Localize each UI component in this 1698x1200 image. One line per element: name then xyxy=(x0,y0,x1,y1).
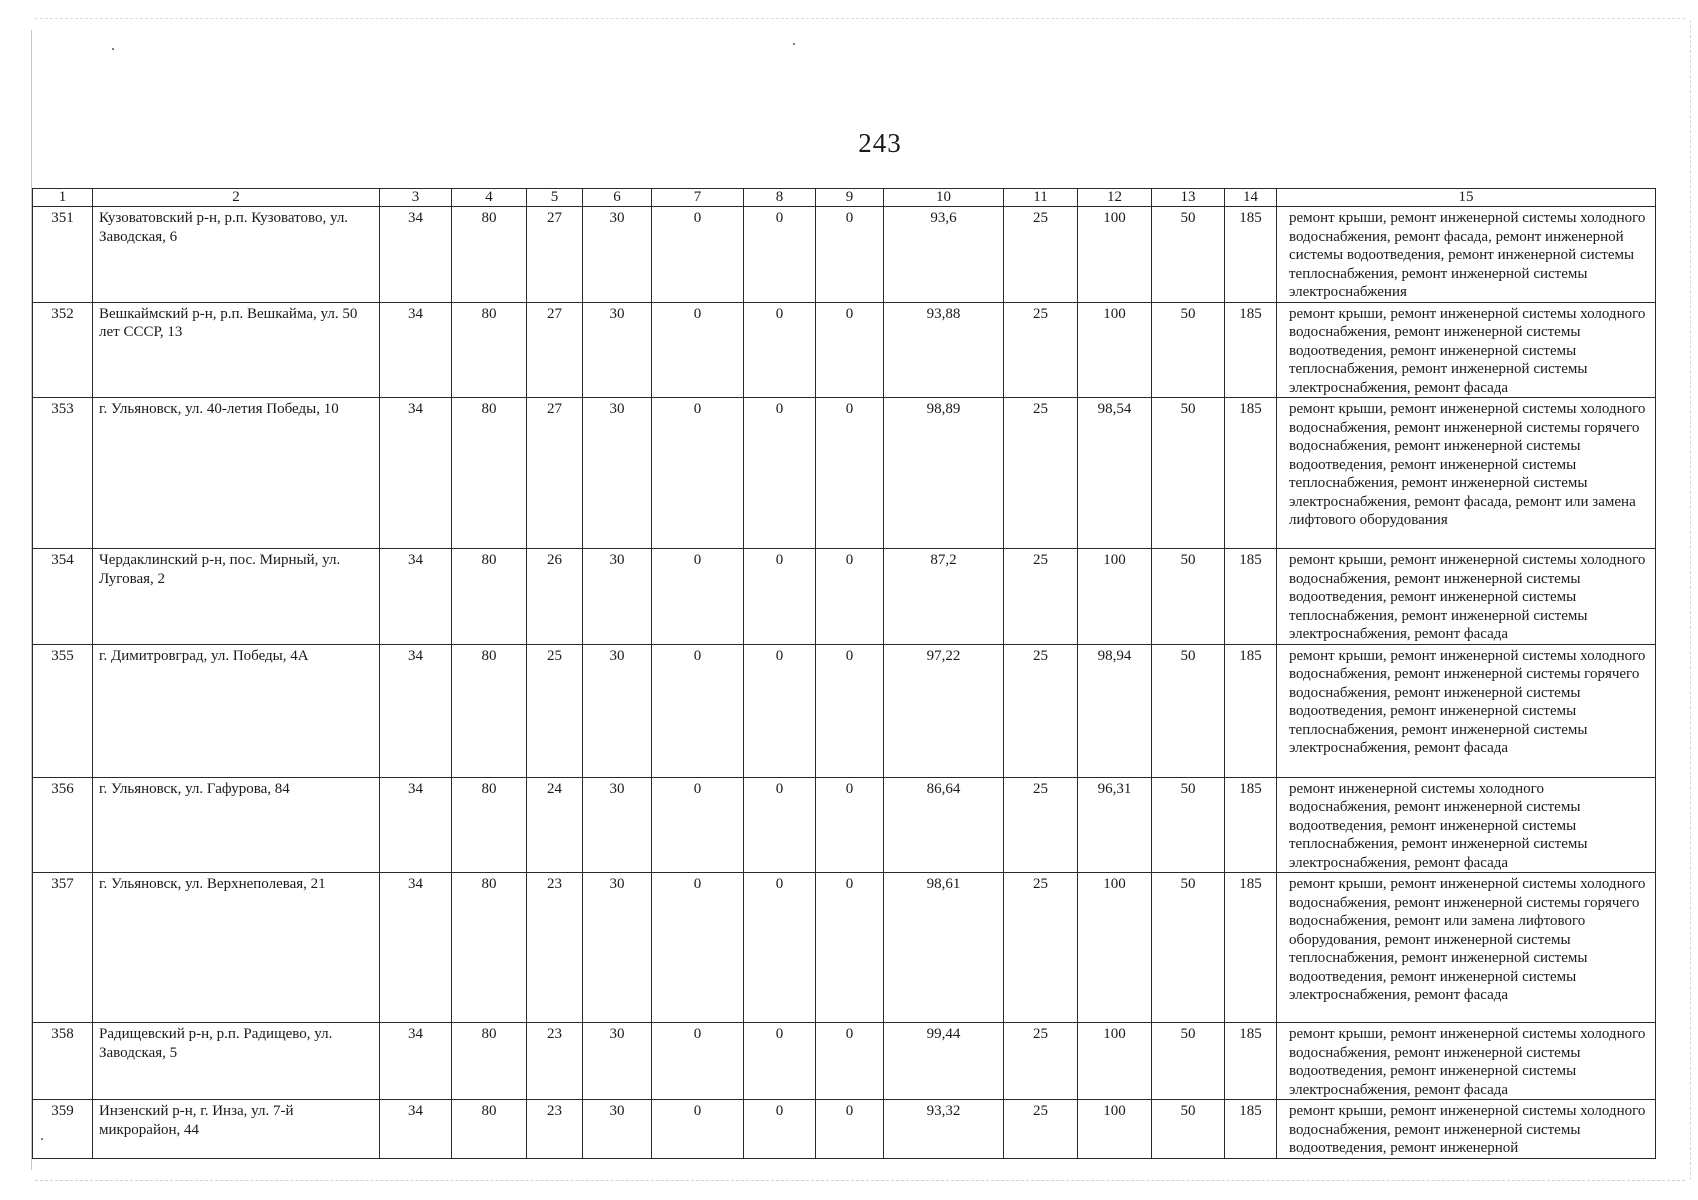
value-cell: 34 xyxy=(380,398,452,549)
value-cell: 30 xyxy=(583,549,652,645)
value-cell: 0 xyxy=(652,644,744,777)
value-cell: 80 xyxy=(452,1100,527,1159)
value-cell: 27 xyxy=(527,302,583,398)
table-row xyxy=(33,777,1656,873)
address-cell: Радищевский р-н, р.п. Радищево, ул. Заводская, 5 xyxy=(93,1023,380,1100)
works-cell: ремонт крыши, ремонт инженерной системы холодного водоснабжения, ремонт инженерной системы горячего водоснабжения, ремонт или замена лифтового оборудования, ремонт инженерной системы теплоснабжения, ремонт инженерной системы водоотведения, ремонт инженерной системы электроснабжения, ремонт фасада xyxy=(1277,873,1656,1023)
value-cell: 0 xyxy=(652,777,744,873)
value-cell: 185 xyxy=(1225,1100,1277,1159)
value-cell: 97,22 xyxy=(884,644,1004,777)
column-header: 7 xyxy=(652,189,744,207)
works-cell: ремонт крыши, ремонт инженерной системы холодного водоснабжения, ремонт инженерной системы водоотведения, ремонт инженерной системы теплоснабжения, ремонт инженерной системы электроснабжения, ремонт фасада xyxy=(1277,549,1656,645)
value-cell: 27 xyxy=(527,207,583,303)
value-cell: 0 xyxy=(652,302,744,398)
value-cell: 80 xyxy=(452,1023,527,1100)
scan-speck xyxy=(112,48,114,50)
value-cell: 0 xyxy=(816,207,884,303)
value-cell: 34 xyxy=(380,207,452,303)
row-number-cell: 352 xyxy=(33,302,93,398)
value-cell: 80 xyxy=(452,644,527,777)
value-cell: 50 xyxy=(1152,207,1225,303)
column-header: 8 xyxy=(744,189,816,207)
value-cell: 0 xyxy=(652,873,744,1023)
value-cell: 0 xyxy=(816,549,884,645)
value-cell: 93,88 xyxy=(884,302,1004,398)
value-cell: 50 xyxy=(1152,1023,1225,1100)
value-cell: 50 xyxy=(1152,873,1225,1023)
row-number-cell: 357 xyxy=(33,873,93,1023)
value-cell: 25 xyxy=(1004,207,1078,303)
value-cell: 100 xyxy=(1078,1100,1152,1159)
scan-speck xyxy=(793,43,795,45)
value-cell: 98,89 xyxy=(884,398,1004,549)
address-cell: Вешкаймский р-н, р.п. Вешкайма, ул. 50 лет СССР, 13 xyxy=(93,302,380,398)
address-cell: г. Ульяновск, ул. Верхнеполевая, 21 xyxy=(93,873,380,1023)
value-cell: 23 xyxy=(527,1100,583,1159)
value-cell: 34 xyxy=(380,549,452,645)
repair-register-table xyxy=(32,188,1656,1159)
works-cell: ремонт инженерной системы холодного водоснабжения, ремонт инженерной системы водоотведения, ремонт инженерной системы теплоснабжения, ремонт инженерной системы электроснабжения, ремонт фасада xyxy=(1277,777,1656,873)
value-cell: 0 xyxy=(816,873,884,1023)
works-cell: ремонт крыши, ремонт инженерной системы холодного водоснабжения, ремонт инженерной системы горячего водоснабжения, ремонт инженерной системы водоотведения, ремонт инженерной системы теплоснабжения, ремонт инженерной системы электроснабжения, ремонт фасада, ремонт или замена лифтового оборудования xyxy=(1277,398,1656,549)
value-cell: 30 xyxy=(583,1023,652,1100)
value-cell: 100 xyxy=(1078,207,1152,303)
column-header: 2 xyxy=(93,189,380,207)
column-header: 11 xyxy=(1004,189,1078,207)
value-cell: 25 xyxy=(1004,1023,1078,1100)
address-cell: Инзенский р-н, г. Инза, ул. 7-й микрорайон, 44 xyxy=(93,1100,380,1159)
value-cell: 0 xyxy=(652,207,744,303)
value-cell: 25 xyxy=(1004,1100,1078,1159)
row-number-cell: 351 xyxy=(33,207,93,303)
value-cell: 0 xyxy=(744,873,816,1023)
value-cell: 50 xyxy=(1152,644,1225,777)
column-header: 12 xyxy=(1078,189,1152,207)
value-cell: 86,64 xyxy=(884,777,1004,873)
value-cell: 0 xyxy=(744,549,816,645)
value-cell: 0 xyxy=(816,777,884,873)
value-cell: 25 xyxy=(1004,549,1078,645)
column-header: 1 xyxy=(33,189,93,207)
value-cell: 0 xyxy=(744,398,816,549)
column-header: 15 xyxy=(1277,189,1656,207)
value-cell: 185 xyxy=(1225,873,1277,1023)
value-cell: 30 xyxy=(583,777,652,873)
value-cell: 30 xyxy=(583,398,652,549)
value-cell: 50 xyxy=(1152,777,1225,873)
table-row xyxy=(33,644,1656,777)
value-cell: 100 xyxy=(1078,302,1152,398)
value-cell: 25 xyxy=(1004,873,1078,1023)
value-cell: 25 xyxy=(1004,398,1078,549)
value-cell: 30 xyxy=(583,207,652,303)
value-cell: 80 xyxy=(452,873,527,1023)
column-header: 9 xyxy=(816,189,884,207)
value-cell: 93,6 xyxy=(884,207,1004,303)
value-cell: 0 xyxy=(652,549,744,645)
value-cell: 50 xyxy=(1152,302,1225,398)
value-cell: 34 xyxy=(380,873,452,1023)
scan-edge-bottom xyxy=(35,1180,1685,1181)
row-number-cell: 359 xyxy=(33,1100,93,1159)
value-cell: 24 xyxy=(527,777,583,873)
scan-edge-top xyxy=(35,18,1685,19)
address-cell: г. Димитровград, ул. Победы, 4А xyxy=(93,644,380,777)
value-cell: 185 xyxy=(1225,1023,1277,1100)
table-row xyxy=(33,1100,1656,1159)
value-cell: 30 xyxy=(583,873,652,1023)
column-header: 13 xyxy=(1152,189,1225,207)
value-cell: 0 xyxy=(744,302,816,398)
works-cell: ремонт крыши, ремонт инженерной системы холодного водоснабжения, ремонт инженерной системы водоотведения, ремонт инженерной xyxy=(1277,1100,1656,1159)
value-cell: 185 xyxy=(1225,207,1277,303)
address-cell: Кузоватовский р-н, р.п. Кузоватово, ул. Заводская, 6 xyxy=(93,207,380,303)
value-cell: 30 xyxy=(583,1100,652,1159)
works-cell: ремонт крыши, ремонт инженерной системы холодного водоснабжения, ремонт фасада, ремонт инженерной системы водоотведения, ремонт инженерной системы теплоснабжения, ремонт инженерной системы электроснабжения xyxy=(1277,207,1656,303)
value-cell: 80 xyxy=(452,549,527,645)
value-cell: 99,44 xyxy=(884,1023,1004,1100)
scan-edge-right xyxy=(1690,20,1691,1180)
value-cell: 0 xyxy=(816,302,884,398)
value-cell: 50 xyxy=(1152,398,1225,549)
column-number-header-row xyxy=(33,189,1656,207)
row-number-cell: 356 xyxy=(33,777,93,873)
table-row xyxy=(33,398,1656,549)
column-header: 4 xyxy=(452,189,527,207)
row-number-cell: 354 xyxy=(33,549,93,645)
column-header: 5 xyxy=(527,189,583,207)
value-cell: 96,31 xyxy=(1078,777,1152,873)
address-cell: Чердаклинский р-н, пос. Мирный, ул. Луговая, 2 xyxy=(93,549,380,645)
value-cell: 185 xyxy=(1225,398,1277,549)
works-cell: ремонт крыши, ремонт инженерной системы холодного водоснабжения, ремонт инженерной системы горячего водоснабжения, ремонт инженерной системы водоотведения, ремонт инженерной системы теплоснабжения, ремонт инженерной системы электроснабжения, ремонт фасада xyxy=(1277,644,1656,777)
value-cell: 26 xyxy=(527,549,583,645)
column-header: 10 xyxy=(884,189,1004,207)
value-cell: 93,32 xyxy=(884,1100,1004,1159)
value-cell: 80 xyxy=(452,207,527,303)
value-cell: 0 xyxy=(816,1023,884,1100)
column-header: 3 xyxy=(380,189,452,207)
table-row xyxy=(33,549,1656,645)
value-cell: 50 xyxy=(1152,1100,1225,1159)
value-cell: 0 xyxy=(652,1100,744,1159)
value-cell: 98,61 xyxy=(884,873,1004,1023)
value-cell: 0 xyxy=(816,1100,884,1159)
table-row xyxy=(33,302,1656,398)
value-cell: 34 xyxy=(380,777,452,873)
value-cell: 0 xyxy=(652,1023,744,1100)
value-cell: 0 xyxy=(652,398,744,549)
value-cell: 0 xyxy=(744,207,816,303)
value-cell: 0 xyxy=(744,1100,816,1159)
value-cell: 34 xyxy=(380,302,452,398)
value-cell: 87,2 xyxy=(884,549,1004,645)
address-cell: г. Ульяновск, ул. Гафурова, 84 xyxy=(93,777,380,873)
column-header: 6 xyxy=(583,189,652,207)
value-cell: 0 xyxy=(744,644,816,777)
value-cell: 0 xyxy=(816,644,884,777)
value-cell: 50 xyxy=(1152,549,1225,645)
value-cell: 98,94 xyxy=(1078,644,1152,777)
value-cell: 100 xyxy=(1078,873,1152,1023)
value-cell: 34 xyxy=(380,1023,452,1100)
table-row xyxy=(33,207,1656,303)
value-cell: 27 xyxy=(527,398,583,549)
value-cell: 25 xyxy=(1004,302,1078,398)
value-cell: 80 xyxy=(452,302,527,398)
value-cell: 185 xyxy=(1225,644,1277,777)
value-cell: 185 xyxy=(1225,302,1277,398)
value-cell: 185 xyxy=(1225,549,1277,645)
row-number-cell: 355 xyxy=(33,644,93,777)
works-cell: ремонт крыши, ремонт инженерной системы холодного водоснабжения, ремонт инженерной системы водоотведения, ремонт инженерной системы теплоснабжения, ремонт инженерной системы электроснабжения, ремонт фасада xyxy=(1277,302,1656,398)
page-number: 243 xyxy=(858,128,902,158)
value-cell: 30 xyxy=(583,302,652,398)
row-number-cell: 353 xyxy=(33,398,93,549)
value-cell: 34 xyxy=(380,644,452,777)
value-cell: 80 xyxy=(452,398,527,549)
row-number-cell: 358 xyxy=(33,1023,93,1100)
value-cell: 98,54 xyxy=(1078,398,1152,549)
works-cell: ремонт крыши, ремонт инженерной системы холодного водоснабжения, ремонт инженерной системы водоотведения, ремонт инженерной системы электроснабжения, ремонт фасада xyxy=(1277,1023,1656,1100)
table-row xyxy=(33,873,1656,1023)
table-row xyxy=(33,1023,1656,1100)
value-cell: 80 xyxy=(452,777,527,873)
value-cell: 100 xyxy=(1078,549,1152,645)
value-cell: 34 xyxy=(380,1100,452,1159)
column-header: 14 xyxy=(1225,189,1277,207)
value-cell: 30 xyxy=(583,644,652,777)
address-cell: г. Ульяновск, ул. 40-летия Победы, 10 xyxy=(93,398,380,549)
value-cell: 25 xyxy=(527,644,583,777)
value-cell: 25 xyxy=(1004,777,1078,873)
value-cell: 0 xyxy=(816,398,884,549)
value-cell: 23 xyxy=(527,1023,583,1100)
value-cell: 185 xyxy=(1225,777,1277,873)
value-cell: 23 xyxy=(527,873,583,1023)
value-cell: 0 xyxy=(744,777,816,873)
value-cell: 25 xyxy=(1004,644,1078,777)
value-cell: 100 xyxy=(1078,1023,1152,1100)
value-cell: 0 xyxy=(744,1023,816,1100)
